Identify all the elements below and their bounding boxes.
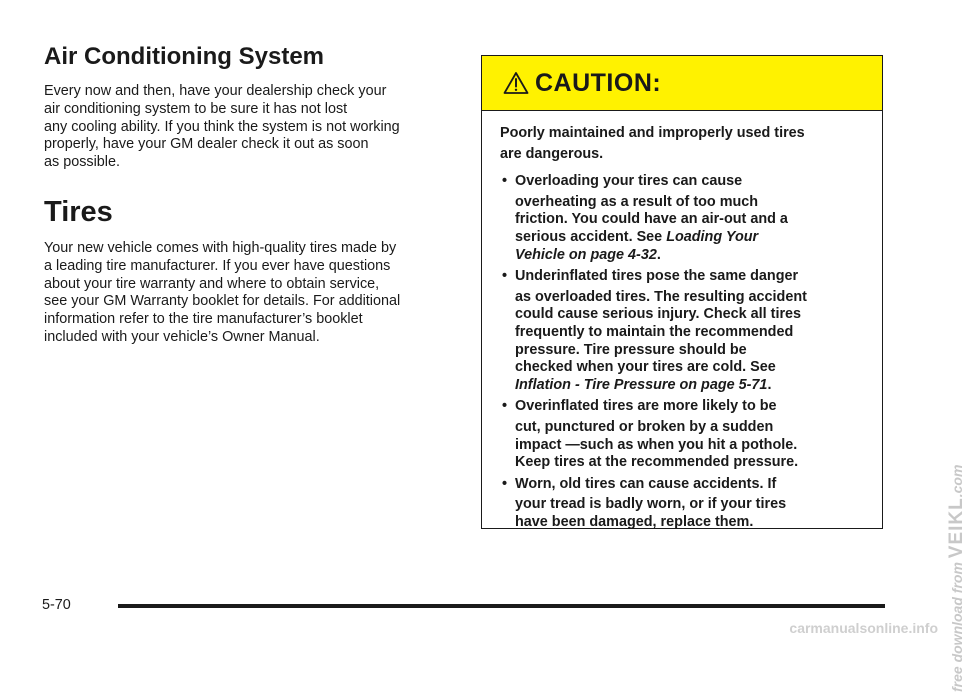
- tires-paragraph: [44, 240, 454, 347]
- caution-title: CAUTION:: [535, 68, 662, 97]
- tires-line: included with your vehicle’s Owner Manual.: [44, 328, 320, 345]
- caution-body: [482, 111, 882, 531]
- caution-bullet-worn: [500, 476, 872, 532]
- tires-line: information refer to the tire manufacturer’s booklet: [44, 311, 363, 328]
- ac-line: Every now and then, have your dealership check your: [44, 83, 387, 99]
- watermark-suffix: .com: [949, 464, 965, 498]
- bullet-line: [515, 229, 872, 247]
- bullet-line: frequently to maintain the recommended: [515, 323, 794, 340]
- side-watermark: [946, 452, 970, 692]
- caution-bullet-overloading: [500, 173, 872, 264]
- caution-intro-line: Poorly maintained and improperly used tires: [500, 125, 805, 141]
- bullet-lead-line: Worn, old tires can cause accidents. If: [515, 475, 777, 492]
- bullet-line: [515, 247, 872, 265]
- bullet-line-text: serious accident. See: [515, 228, 667, 245]
- bullet-line: your tread is badly worn, or if your tires: [515, 496, 787, 513]
- bullet-line: have been damaged, replace them.: [515, 513, 754, 530]
- bullet-line-end: .: [656, 246, 661, 263]
- caution-bullet-overinflated: [500, 398, 872, 471]
- bullet-line: overheating as a result of too much: [515, 193, 759, 210]
- caution-intro-line: are dangerous.: [500, 145, 604, 162]
- bullet-dot: •: [502, 268, 508, 285]
- bullet-line-end: .: [767, 376, 772, 393]
- caution-intro: [500, 125, 872, 163]
- site-watermark[interactable]: carmanualsonline.info: [789, 620, 938, 636]
- footer-rule: [118, 604, 885, 608]
- caution-header: [482, 56, 882, 111]
- ac-line: properly, have your GM dealer check it out as soon: [44, 136, 369, 153]
- loading-your-vehicle-link[interactable]: Loading Your: [666, 228, 759, 245]
- tires-line: Your new vehicle comes with high-quality tires made by: [44, 239, 397, 256]
- tires-line: about your tire warranty and where to obtain service,: [44, 275, 380, 292]
- bullet-dot: •: [502, 173, 508, 190]
- bullet-line: [515, 377, 872, 395]
- bullet-dot: •: [502, 398, 508, 415]
- warning-triangle-icon: [503, 71, 529, 95]
- ac-line: any cooling ability. If you think the system is not working: [44, 118, 400, 135]
- ac-line: air conditioning system to be sure it has not lost: [44, 100, 348, 117]
- tires-section-title: Tires: [44, 195, 113, 228]
- veikl-logo: VEIKL: [946, 497, 967, 559]
- inflation-tire-pressure-link[interactable]: Inflation - Tire Pressure on page 5-71: [515, 376, 768, 393]
- page-number: 5-70: [42, 597, 71, 613]
- tires-line: see your GM Warranty booklet for details. For additional: [44, 293, 401, 310]
- caution-bullet-underinflated: [500, 268, 872, 394]
- ac-paragraph: [44, 83, 454, 172]
- bullet-line: Keep tires at the recommended pressure.: [515, 454, 799, 471]
- bullet-line: pressure. Tire pressure should be: [515, 341, 747, 358]
- bullet-line: checked when your tires are cold. See: [515, 359, 776, 376]
- bullet-line: as overloaded tires. The resulting accident: [515, 288, 807, 305]
- bullet-line: cut, punctured or broken by a sudden: [515, 418, 774, 435]
- caution-box: [481, 55, 883, 529]
- bullet-lead-line: Underinflated tires pose the same danger: [515, 268, 799, 285]
- bullet-line: impact —such as when you hit a pothole.: [515, 436, 798, 453]
- ac-section-title: Air Conditioning System: [44, 43, 325, 70]
- tires-line: a leading tire manufacturer. If you ever have questions: [44, 257, 391, 274]
- bullet-dot: •: [502, 475, 508, 492]
- section-spacer: [44, 172, 454, 195]
- caution-bullet-list: [500, 173, 872, 531]
- loading-your-vehicle-link[interactable]: Vehicle on page 4-32: [515, 246, 657, 263]
- bullet-lead-line: Overloading your tires can cause: [515, 173, 743, 190]
- left-column: [44, 42, 454, 347]
- bullet-line: friction. You could have an air-out and a: [515, 211, 788, 228]
- bullet-lead-line: Overinflated tires are more likely to be: [515, 398, 777, 415]
- ac-line: as possible.: [44, 154, 120, 171]
- watermark-prefix: free download from: [949, 558, 965, 692]
- bullet-line: could cause serious injury. Check all tires: [515, 306, 802, 323]
